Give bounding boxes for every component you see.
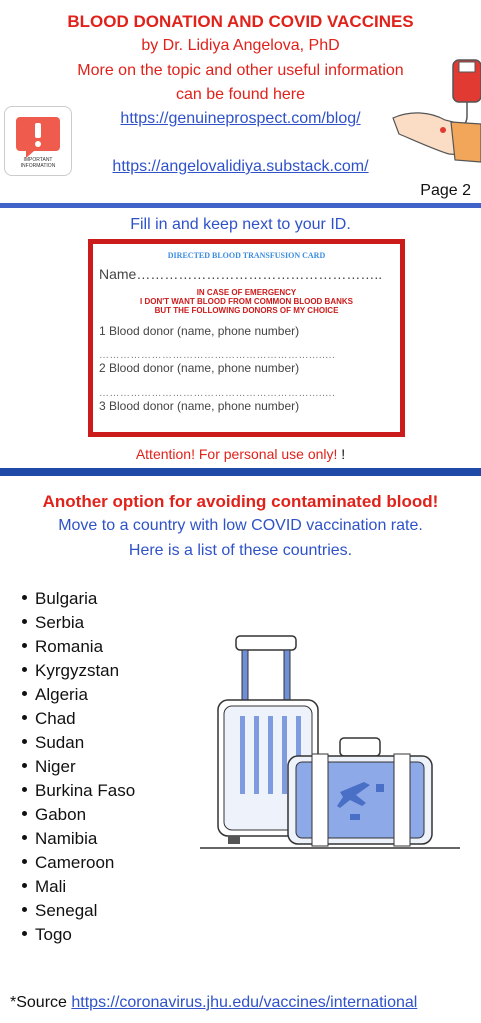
option-heading: Another option for avoiding contaminated blood! <box>42 492 439 511</box>
luggage-icon <box>200 634 460 856</box>
list-item: Gabon <box>22 805 86 825</box>
card-emergency-line-1: IN CASE OF EMERGENCY <box>196 288 297 297</box>
list-item: Chad <box>22 709 76 729</box>
source-line <box>10 994 417 1012</box>
source-link[interactable]: https://coronavirus.jhu.edu/vaccines/international <box>71 994 418 1011</box>
transfusion-card <box>88 239 405 437</box>
card-title: DIRECTED BLOOD TRANSFUSION CARD <box>167 251 326 260</box>
list-item: Serbia <box>22 613 84 633</box>
more-info-line-1: More on the topic and other useful information <box>77 62 404 79</box>
list-item: Togo <box>22 925 72 945</box>
list-item: Cameroon <box>22 853 114 873</box>
important-information-badge <box>4 106 72 176</box>
card-name-line: Name…………………………………………….. <box>99 266 383 282</box>
substack-link[interactable]: https://angelovalidiya.substack.com/ <box>112 158 369 175</box>
attention-note <box>0 446 481 462</box>
option-subtitle-1: Move to a country with low COVID vaccination rate. <box>58 517 423 534</box>
list-item: Namibia <box>22 829 97 849</box>
card-dotted-line-1: ……………………………………………………........ <box>99 350 336 361</box>
card-donor-3: 3 Blood donor (name, phone number) <box>99 399 300 413</box>
list-item: Mali <box>22 877 66 897</box>
list-item: Algeria <box>22 685 88 705</box>
card-donor-2: 2 Blood donor (name, phone number) <box>99 361 300 375</box>
author-line: by Dr. Lidiya Angelova, PhD <box>141 37 340 54</box>
option-subtitle-2: Here is a list of these countries. <box>128 542 353 559</box>
blood-transfusion-icon <box>391 58 481 168</box>
alert-speech-icon <box>5 109 71 159</box>
list-item: Kyrgyzstan <box>22 661 119 681</box>
section-divider-thick <box>0 468 481 476</box>
list-item: Bulgaria <box>22 589 97 609</box>
document-title: BLOOD DONATION AND COVID VACCINES <box>67 12 414 31</box>
list-item: Romania <box>22 637 103 657</box>
blog-link[interactable]: https://genuineprospect.com/blog/ <box>120 110 361 127</box>
card-emergency-line-3: BUT THE FOLLOWING DONORS OF MY CHOICE <box>154 306 339 315</box>
source-prefix: *Source <box>10 994 72 1011</box>
list-item: Burkina Faso <box>22 781 135 801</box>
attention-mark: ! <box>337 446 346 462</box>
card-dotted-line-2: ……………………………………………………........ <box>99 388 336 399</box>
list-item: Niger <box>22 757 76 777</box>
attention-text: Attention! For personal use only! <box>135 446 338 462</box>
badge-label-1: IMPORTANT <box>23 157 53 163</box>
page-number: Page 2 <box>420 182 471 199</box>
card-emergency-line-2: I DON'T WANT BLOOD FROM COMMON BLOOD BANKS <box>140 297 353 306</box>
more-info-line-2: can be found here <box>176 86 305 103</box>
list-item: Sudan <box>22 733 84 753</box>
card-donor-1: 1 Blood donor (name, phone number) <box>99 324 300 338</box>
section-divider <box>0 203 481 208</box>
card-instruction: Fill in and keep next to your ID. <box>130 216 351 233</box>
list-item: Senegal <box>22 901 97 921</box>
badge-label-2: INFORMATION <box>20 163 56 169</box>
